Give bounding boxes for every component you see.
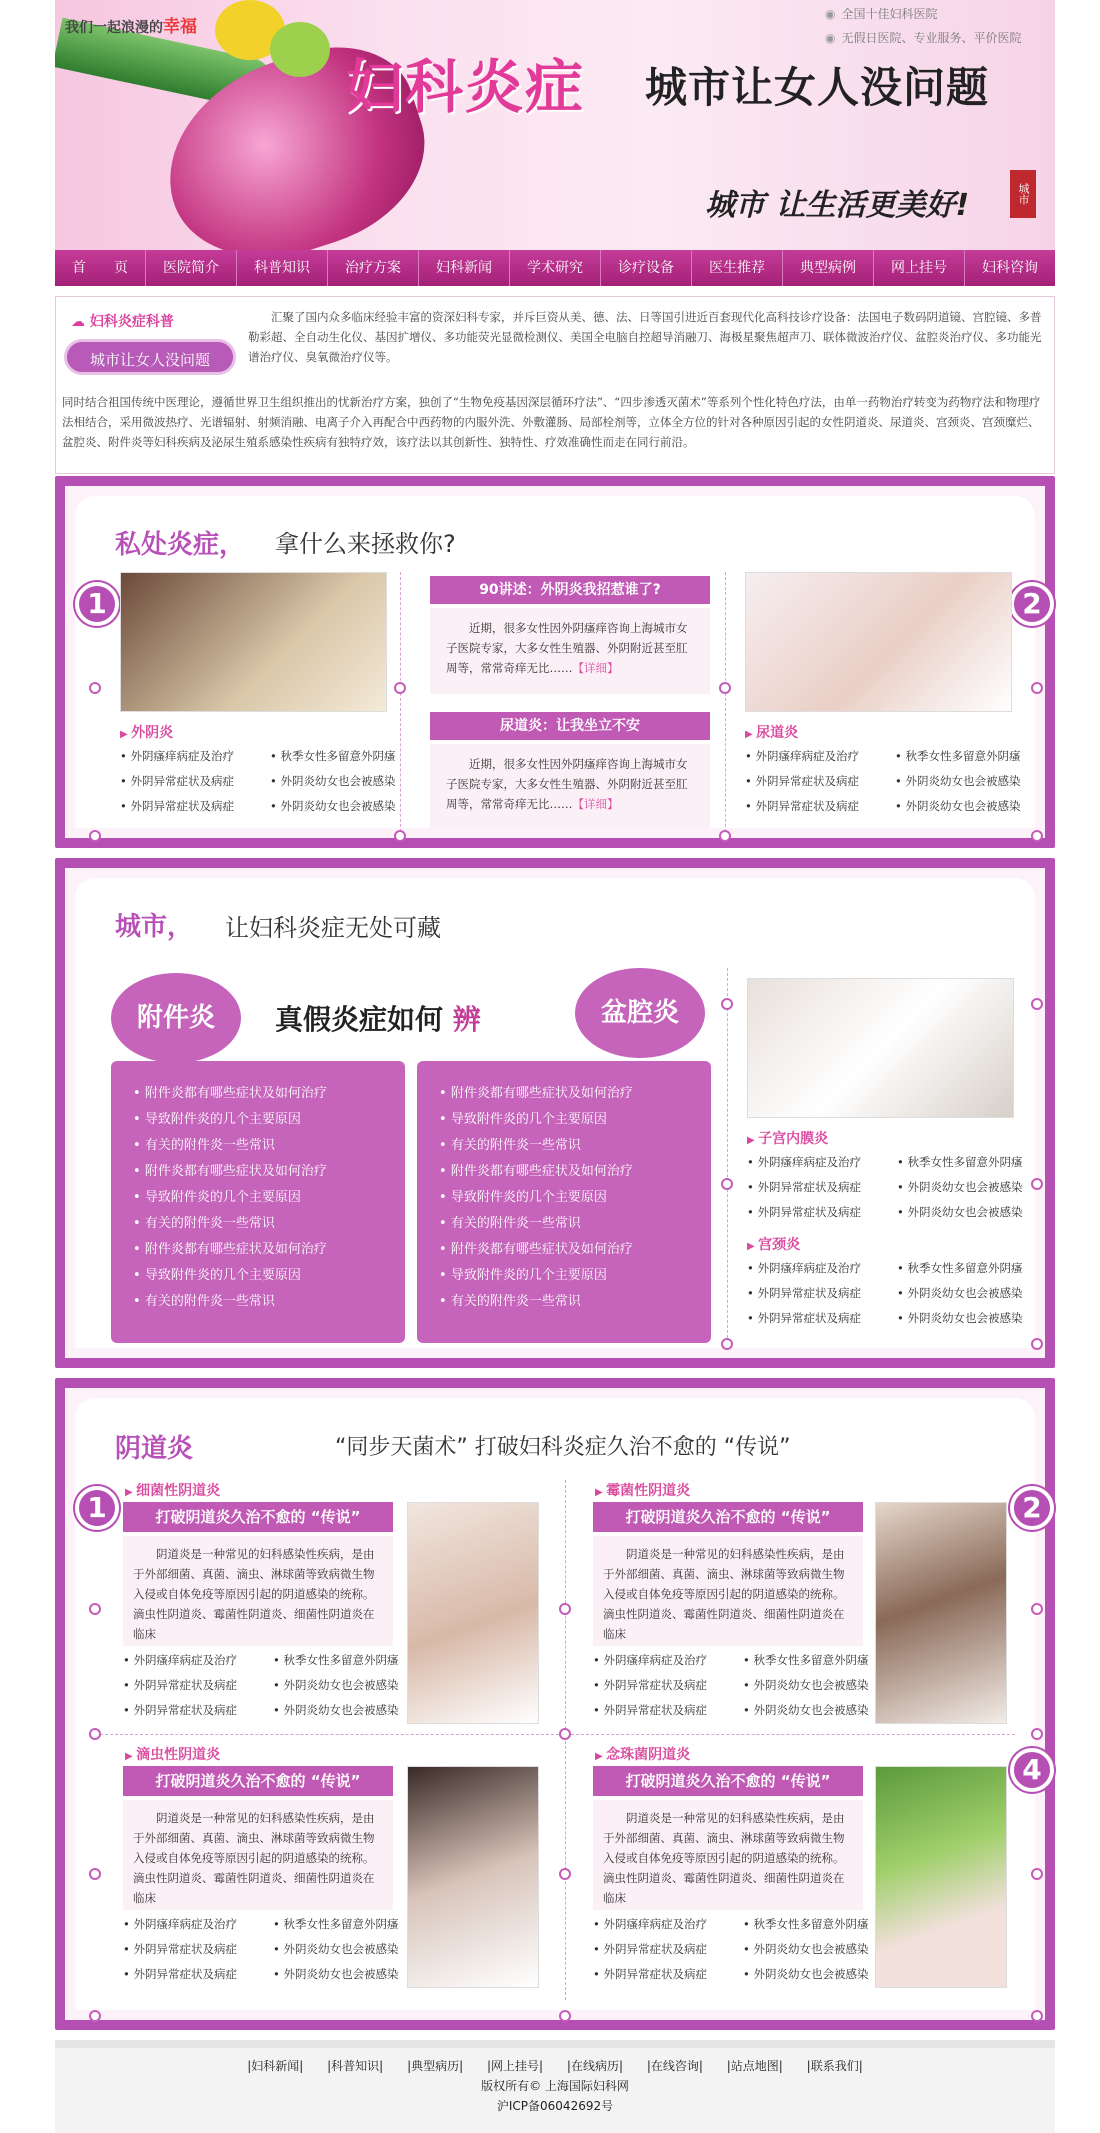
list-link[interactable]: • 外阴瘙痒病症及治疗 xyxy=(747,1150,897,1175)
list-link[interactable]: • 秋季女性多留意外阴瘙 xyxy=(743,1912,893,1937)
list-link[interactable]: • 导致附件炎的几个主要原因 xyxy=(133,1263,405,1289)
divider xyxy=(400,572,401,842)
right-link-box xyxy=(417,1061,711,1343)
list-link[interactable]: • 外阴炎幼女也会被感染 xyxy=(897,1281,1047,1306)
list-link[interactable]: • 秋季女性多留意外阴瘙 xyxy=(273,1648,423,1673)
category-title[interactable]: ▶ 外阴炎 xyxy=(120,722,173,742)
list-link[interactable]: • 导致附件炎的几个主要原因 xyxy=(439,1185,711,1211)
cloud-label-left: 附件炎 xyxy=(111,973,241,1063)
intro-pill-button[interactable]: 城市让女人没问题 xyxy=(64,339,236,375)
list-link[interactable]: • 有关的附件炎一些常识 xyxy=(439,1211,711,1237)
list-link[interactable]: • 附件炎都有哪些症状及如何治疗 xyxy=(133,1081,405,1107)
list-link[interactable]: • 外阴炎幼女也会被感染 xyxy=(273,1937,423,1962)
divider xyxy=(727,968,728,1338)
category-title[interactable]: ▶ 念珠菌阴道炎 xyxy=(595,1744,690,1764)
category-title[interactable]: ▶ 细菌性阴道炎 xyxy=(125,1480,220,1500)
list-link[interactable]: • 外阴炎幼女也会被感染 xyxy=(895,769,1045,794)
news-box-title[interactable]: 尿道炎：让我坐立不安 xyxy=(430,712,710,740)
footer-link[interactable]: |典型病历| xyxy=(407,2059,464,2073)
list-link[interactable]: • 外阴异常症状及病症 xyxy=(745,769,895,794)
list-link[interactable]: • 外阴异常症状及病症 xyxy=(120,769,270,794)
list-link[interactable]: • 外阴异常症状及病症 xyxy=(593,1962,743,1987)
footer xyxy=(55,2040,1055,2133)
link-list xyxy=(123,1648,423,1723)
link-list xyxy=(745,744,1045,819)
section-number-badge: 1 xyxy=(75,582,119,626)
section2-subheading: 让妇科炎症无处可藏 xyxy=(225,914,441,942)
ring-decoration xyxy=(1031,1728,1043,1740)
list-link[interactable]: • 外阴炎幼女也会被感染 xyxy=(897,1200,1047,1225)
category-title[interactable]: ▶ 宫颈炎 xyxy=(747,1234,800,1254)
intro-paragraph-1: 汇聚了国内众多临床经验丰富的资深妇科专家，并斥巨资从美、德、法、日等国引进近百套现代化高科技诊疗设备：法国电子数码阴道镜、宫腔镜、多普勒彩超、全自动生化仪、基因扩增仪、多功能荧光显微检测仪、美国全电脑自控超导消融刀、海极星聚焦超声刀、联体微波治疗仪、盆腔炎治疗仪、多功能光谱治疗仪、臭氧微治疗仪等。 xyxy=(248,310,1042,364)
link-list xyxy=(747,1256,1047,1331)
list-link[interactable]: • 秋季女性多留意外阴瘙 xyxy=(895,744,1045,769)
list-link[interactable]: • 外阴炎幼女也会被感染 xyxy=(743,1698,893,1723)
ring-decoration xyxy=(559,1868,571,1880)
list-link[interactable]: • 秋季女性多留意外阴瘙 xyxy=(273,1912,423,1937)
list-link[interactable]: • 外阴瘙痒病症及治疗 xyxy=(747,1256,897,1281)
ring-decoration xyxy=(394,830,406,842)
list-link[interactable]: • 导致附件炎的几个主要原因 xyxy=(439,1107,711,1133)
list-link[interactable]: • 外阴炎幼女也会被感染 xyxy=(743,1673,893,1698)
list-link[interactable]: • 外阴炎幼女也会被感染 xyxy=(273,1962,423,1987)
woman-photo xyxy=(407,1502,539,1724)
list-link[interactable]: • 有关的附件炎一些常识 xyxy=(439,1133,711,1159)
section2-heading: 城市， xyxy=(115,912,194,942)
ring-decoration xyxy=(1031,830,1043,842)
women-photo xyxy=(747,978,1014,1118)
woman-photo xyxy=(745,572,1012,712)
ring-decoration xyxy=(1031,1603,1043,1615)
link-list xyxy=(593,1912,893,1987)
list-link[interactable]: • 附件炎都有哪些症状及如何治疗 xyxy=(439,1237,711,1263)
section-hidden-inflammation xyxy=(55,858,1055,1368)
article-box-body: 阴道炎是一种常见的妇科感染性疾病，是由于外部细菌、真菌、滴虫、淋球菌等致病微生物入侵或自体免疫等原因引起的阴道感染的统称。滴虫性阴道炎、霉菌性阴道炎、细菌性阴道炎在临床 xyxy=(593,1800,863,1910)
more-link[interactable]: 【详细】 xyxy=(572,661,619,675)
list-link[interactable]: • 外阴瘙痒病症及治疗 xyxy=(123,1912,273,1937)
woman-photo xyxy=(407,1766,539,1988)
list-link[interactable]: • 导致附件炎的几个主要原因 xyxy=(133,1185,405,1211)
ring-decoration xyxy=(559,1603,571,1615)
banner-title: 妇科炎症 xyxy=(345,53,586,121)
ring-decoration xyxy=(1031,2010,1043,2022)
ring-decoration xyxy=(89,1728,101,1740)
section-vaginitis xyxy=(55,1378,1055,2030)
list-link[interactable]: • 外阴炎幼女也会被感染 xyxy=(270,769,420,794)
ring-decoration xyxy=(394,682,406,694)
article-box-body: 阴道炎是一种常见的妇科感染性疾病，是由于外部细菌、真菌、滴虫、淋球菌等致病微生物入侵或自体免疫等原因引起的阴道感染的统称。滴虫性阴道炎、霉菌性阴道炎、细菌性阴道炎在临床 xyxy=(593,1536,863,1646)
nav-news[interactable]: 妇科新闻 xyxy=(419,250,510,286)
vs-heading: 真假炎症如何 辨 xyxy=(275,1003,481,1036)
intro-panel xyxy=(55,296,1055,474)
list-link[interactable]: • 外阴异常症状及病症 xyxy=(747,1200,897,1225)
list-link[interactable]: • 外阴异常症状及病症 xyxy=(593,1937,743,1962)
section-number-badge: 1 xyxy=(75,1486,119,1530)
cloud-label-right: 盆腔炎 xyxy=(575,968,705,1058)
footer-link[interactable]: |在线病历| xyxy=(566,2059,623,2073)
ring-decoration xyxy=(1031,1868,1043,1880)
nav-about[interactable]: 医院简介 xyxy=(146,250,237,286)
list-link[interactable]: • 外阴炎幼女也会被感染 xyxy=(743,1962,893,1987)
divider xyxy=(565,1480,566,2000)
nav-doctors[interactable]: 医生推荐 xyxy=(692,250,783,286)
woman-leaf-photo xyxy=(875,1766,1007,1988)
footer-icp: 沪ICP备06042692号 xyxy=(496,2099,614,2113)
list-link[interactable]: • 外阴瘙痒病症及治疗 xyxy=(745,744,895,769)
list-link[interactable]: • 秋季女性多留意外阴瘙 xyxy=(743,1648,893,1673)
header-tagline: 我们一起浪漫的幸福 xyxy=(65,17,197,37)
nav-home[interactable]: 首 页 xyxy=(55,250,146,286)
ring-decoration xyxy=(89,2010,101,2022)
list-link[interactable]: • 外阴异常症状及病症 xyxy=(123,1698,273,1723)
category-title[interactable]: ▶ 子宫内膜炎 xyxy=(747,1128,828,1148)
footer-link[interactable]: |科普知识| xyxy=(327,2059,384,2073)
bullet-icon: ◉ xyxy=(825,7,836,21)
category-title[interactable]: ▶ 霉菌性阴道炎 xyxy=(595,1480,690,1500)
smiley-face-icon xyxy=(270,22,330,77)
nav-research[interactable]: 学术研究 xyxy=(510,250,601,286)
more-link[interactable]: 【详细】 xyxy=(572,797,619,811)
main-nav xyxy=(55,250,1055,286)
left-link-box xyxy=(111,1061,405,1343)
article-box-title[interactable]: 打破阴道炎久治不愈的 “传说” xyxy=(593,1766,863,1796)
intro-badge: ☁ 妇科炎症科普 xyxy=(71,314,174,330)
ring-decoration xyxy=(89,830,101,842)
list-link[interactable]: • 外阴异常症状及病症 xyxy=(593,1698,743,1723)
list-link[interactable]: • 外阴异常症状及病症 xyxy=(123,1673,273,1698)
ring-decoration xyxy=(719,682,731,694)
article-box-title[interactable]: 打破阴道炎久治不愈的 “传说” xyxy=(593,1502,863,1532)
list-link[interactable]: • 外阴瘙痒病症及治疗 xyxy=(593,1912,743,1937)
section-number-badge: 2 xyxy=(1010,1486,1054,1530)
ring-decoration xyxy=(1031,1178,1043,1190)
nav-treatment[interactable]: 治疗方案 xyxy=(328,250,419,286)
footer-link[interactable]: |在线咨询| xyxy=(646,2059,703,2073)
ring-decoration xyxy=(719,830,731,842)
section1-subheading: 拿什么来拯救你? xyxy=(275,530,456,558)
list-link[interactable]: • 外阴炎幼女也会被感染 xyxy=(273,1673,423,1698)
ring-decoration xyxy=(559,1728,571,1740)
ring-decoration xyxy=(89,682,101,694)
list-link[interactable]: • 外阴炎幼女也会被感染 xyxy=(273,1698,423,1723)
list-link[interactable]: • 外阴炎幼女也会被感染 xyxy=(270,794,420,819)
ring-decoration xyxy=(721,998,733,1010)
nav-register[interactable]: 网上挂号 xyxy=(874,250,965,286)
ring-decoration xyxy=(721,1178,733,1190)
list-link[interactable]: • 附件炎都有哪些症状及如何治疗 xyxy=(439,1159,711,1185)
category-title[interactable]: ▶ 滴虫性阴道炎 xyxy=(125,1744,220,1764)
divider xyxy=(95,1734,1015,1735)
list-link[interactable]: • 外阴炎幼女也会被感染 xyxy=(897,1306,1047,1331)
intro-paragraph-2: 同时结合祖国传统中医理论，遵循世界卫生组织推出的忧新治疗方案，独创了“生物免疫基因深层循环疗法”、“四步渗透灭菌术”等系列个性化特色疗法，由单一药物治疗转变为药物疗法和物理疗法相结合，采用微波热疗、光谱辐射、射频消融、电离子介入再配合中西药物的内服外洗、外敷灌肠、局部栓剂等，立体全方位的针对各种原因引起的女性阴道炎、尿道炎、宫颈炎、宫颈糜烂、盆腔炎、附件炎等妇科疾病及泌尿生殖系感染性疾病有独特疗效，该疗法以其创新性、独特性、疗效准确性而走在同行前沿。 xyxy=(62,395,1041,449)
list-link[interactable]: • 外阴异常症状及病症 xyxy=(747,1175,897,1200)
list-link[interactable]: • 外阴异常症状及病症 xyxy=(745,794,895,819)
ring-decoration xyxy=(89,1603,101,1615)
list-link[interactable]: • 有关的附件炎一些常识 xyxy=(439,1289,711,1315)
article-box-body: 阴道炎是一种常见的妇科感染性疾病，是由于外部细菌、真菌、滴虫、淋球菌等致病微生物入侵或自体免疫等原因引起的阴道感染的统称。滴虫性阴道炎、霉菌性阴道炎、细菌性阴道炎在临床 xyxy=(123,1536,393,1646)
list-link[interactable]: • 秋季女性多留意外阴瘙 xyxy=(897,1256,1047,1281)
list-link[interactable]: • 外阴异常症状及病症 xyxy=(593,1673,743,1698)
section1-heading: 私处炎症， xyxy=(115,530,246,560)
list-link[interactable]: • 有关的附件炎一些常识 xyxy=(133,1133,405,1159)
nav-equipment[interactable]: 诊疗设备 xyxy=(601,250,692,286)
woman-photo xyxy=(875,1502,1007,1724)
section-number-badge: 2 xyxy=(1010,582,1054,626)
banner-slogan-script: 城市 让生活更美好! xyxy=(705,188,970,223)
list-link[interactable]: • 外阴异常症状及病症 xyxy=(123,1962,273,1987)
woman-photo xyxy=(120,572,387,712)
divider xyxy=(725,572,726,842)
list-link[interactable]: • 外阴异常症状及病症 xyxy=(747,1306,897,1331)
footer-link[interactable]: |妇科新闻| xyxy=(247,2059,304,2073)
section3-subheading: “同步天菌术” 打破妇科炎症久治不愈的 “传说” xyxy=(335,1435,791,1460)
nav-cases[interactable]: 典型病例 xyxy=(783,250,874,286)
footer-link[interactable]: |联系我们| xyxy=(806,2059,863,2073)
news-box-body: 近期，很多女性因外阴瘙痒咨询上海城市女子医院专家，大多女性生殖器、外阴附近甚至肛周等，常常奇痒无比……【详细】 xyxy=(430,608,710,694)
article-box-title[interactable]: 打破阴道炎久治不愈的 “传说” xyxy=(123,1502,393,1532)
red-seal-stamp: 城市 xyxy=(1010,170,1036,218)
list-link[interactable]: • 导致附件炎的几个主要原因 xyxy=(133,1107,405,1133)
link-list xyxy=(120,744,420,819)
list-link[interactable]: • 有关的附件炎一些常识 xyxy=(133,1289,405,1315)
list-link[interactable]: • 附件炎都有哪些症状及如何治疗 xyxy=(133,1237,405,1263)
footer-links xyxy=(55,2056,1055,2076)
list-link[interactable]: • 外阴炎幼女也会被感染 xyxy=(897,1175,1047,1200)
list-link[interactable]: • 外阴瘙痒病症及治疗 xyxy=(123,1648,273,1673)
ring-decoration xyxy=(1031,682,1043,694)
list-link[interactable]: • 秋季女性多留意外阴瘙 xyxy=(897,1150,1047,1175)
section-number-badge: 4 xyxy=(1010,1748,1054,1792)
list-link[interactable]: • 导致附件炎的几个主要原因 xyxy=(439,1263,711,1289)
list-link[interactable]: • 外阴炎幼女也会被感染 xyxy=(895,794,1045,819)
news-box-title[interactable]: 90讲述：外阴炎我招惹谁了? xyxy=(430,576,710,604)
bullet-icon: ◉ xyxy=(825,31,836,45)
category-title[interactable]: ▶ 尿道炎 xyxy=(745,722,798,742)
list-link[interactable]: • 外阴瘙痒病症及治疗 xyxy=(593,1648,743,1673)
footer-link[interactable]: |站点地图| xyxy=(726,2059,783,2073)
ring-decoration xyxy=(89,1868,101,1880)
header-info: ◉ 全国十佳妇科医院 ◉ 无假日医院、专业服务、平价医院 xyxy=(825,7,1022,45)
list-link[interactable]: • 外阴瘙痒病症及治疗 xyxy=(120,744,270,769)
header-banner xyxy=(55,0,1055,250)
footer-link[interactable]: |网上挂号| xyxy=(486,2059,544,2073)
list-link[interactable]: • 附件炎都有哪些症状及如何治疗 xyxy=(439,1081,711,1107)
article-box-title[interactable]: 打破阴道炎久治不愈的 “传说” xyxy=(123,1766,393,1796)
ring-decoration xyxy=(559,2010,571,2022)
link-list xyxy=(123,1912,423,1987)
section-private-inflammation xyxy=(55,476,1055,848)
link-list xyxy=(747,1150,1047,1225)
ring-decoration xyxy=(721,1338,733,1350)
nav-consult[interactable]: 妇科咨询 xyxy=(982,260,1038,276)
list-link[interactable]: • 外阴异常症状及病症 xyxy=(120,794,270,819)
article-box-body: 阴道炎是一种常见的妇科感染性疾病，是由于外部细菌、真菌、滴虫、淋球菌等致病微生物入侵或自体免疫等原因引起的阴道感染的统称。滴虫性阴道炎、霉菌性阴道炎、细菌性阴道炎在临床 xyxy=(123,1800,393,1910)
news-box-body: 近期，很多女性因外阴瘙痒咨询上海城市女子医院专家，大多女性生殖器、外阴附近甚至肛周等，常常奇痒无比……【详细】 xyxy=(430,744,710,830)
list-link[interactable]: • 秋季女性多留意外阴瘙 xyxy=(270,744,420,769)
banner-slogan: 城市让女人没问题 xyxy=(645,63,990,112)
list-link[interactable]: • 有关的附件炎一些常识 xyxy=(133,1211,405,1237)
list-link[interactable]: • 附件炎都有哪些症状及如何治疗 xyxy=(133,1159,405,1185)
list-link[interactable]: • 外阴异常症状及病症 xyxy=(123,1937,273,1962)
list-link[interactable]: • 外阴炎幼女也会被感染 xyxy=(743,1937,893,1962)
section3-heading: 阴道炎 xyxy=(115,1434,194,1464)
ring-decoration xyxy=(1031,1338,1043,1350)
link-list xyxy=(593,1648,893,1723)
list-link[interactable]: • 外阴异常症状及病症 xyxy=(747,1281,897,1306)
nav-knowledge[interactable]: 科普知识 xyxy=(237,250,328,286)
ring-decoration xyxy=(1031,998,1043,1010)
footer-copyright: 版权所有© 上海国际妇科网 xyxy=(481,2079,629,2093)
